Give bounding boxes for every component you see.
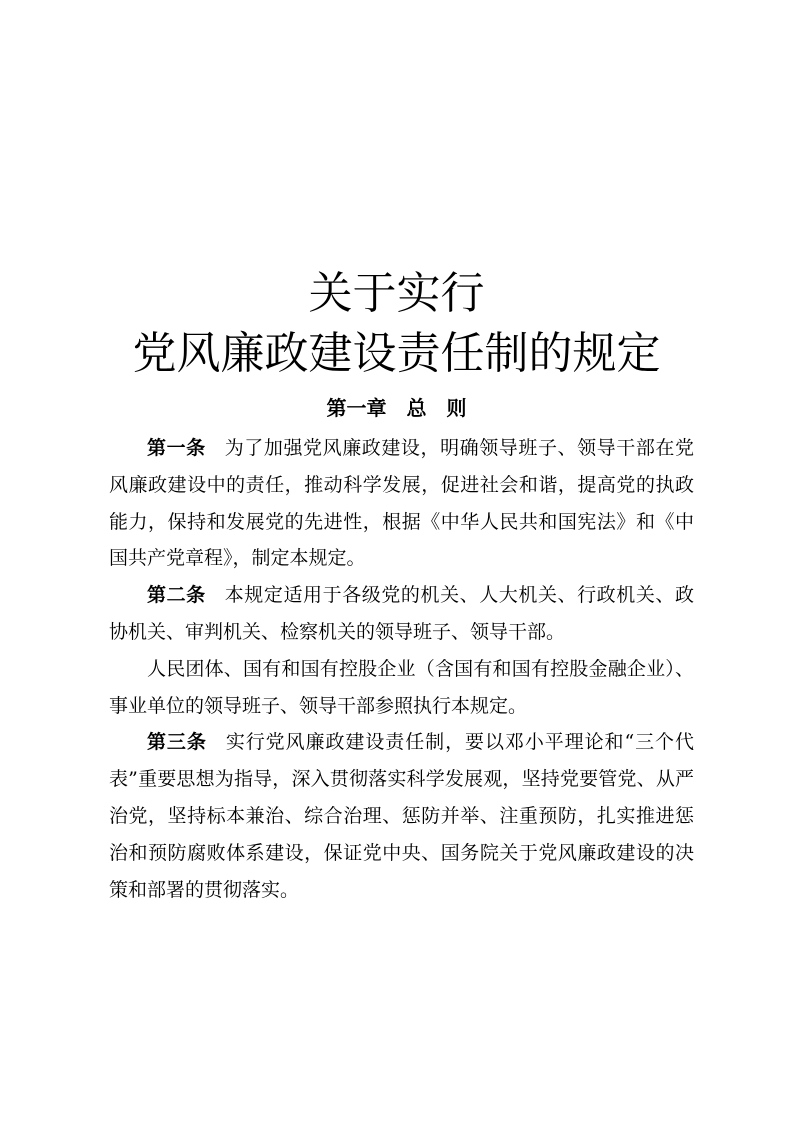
article-3-paragraph — [109, 724, 694, 908]
document-title-line-1: 关于实行 — [308, 268, 485, 319]
document-body — [109, 430, 694, 908]
article-3-text: 实行党风廉政建设责任制，要以邓小平理论和“三个代表”重要思想为指导，深入贯彻落实科学发展观，坚持党要管党、从严治党，坚持标本兼治、综合治理、惩防并举、注重预防，扎实推进惩治和预防腐败体系建设，保证党中央、国务院关于党风廉政建设的决策和部署的贯彻落实。 — [109, 731, 694, 901]
article-1-label: 第一条 — [147, 437, 206, 459]
article-2-paragraph — [109, 577, 694, 651]
article-2-continuation-text: 人民团体、国有和国有控股企业（含国有和国有控股金融企业）、事业单位的领导班子、领导干部参照执行本规定。 — [109, 657, 694, 717]
article-3-label: 第三条 — [147, 731, 207, 754]
article-1-text: 为了加强党风廉政建设，明确领导班子、领导干部在党风廉政建设中的责任，推动科学发展，促进社会和谐，提高党的执政能力，保持和发展党的先进性，根据《中华人民共和国宪法》和《中国共产党章程》，制定本规定。 — [109, 437, 694, 570]
article-2-text: 本规定适用于各级党的机关、人大机关、行政机关、政协机关、审判机关、检察机关的领导班子、领导干部。 — [109, 584, 694, 643]
chapter-heading: 第一章 总 则 — [326, 396, 467, 420]
article-2-continuation-paragraph — [109, 651, 694, 725]
article-1-paragraph — [109, 430, 694, 577]
document-title-line-2: 党风廉政建设责任制的规定 — [132, 328, 661, 379]
article-2-label: 第二条 — [147, 584, 206, 607]
